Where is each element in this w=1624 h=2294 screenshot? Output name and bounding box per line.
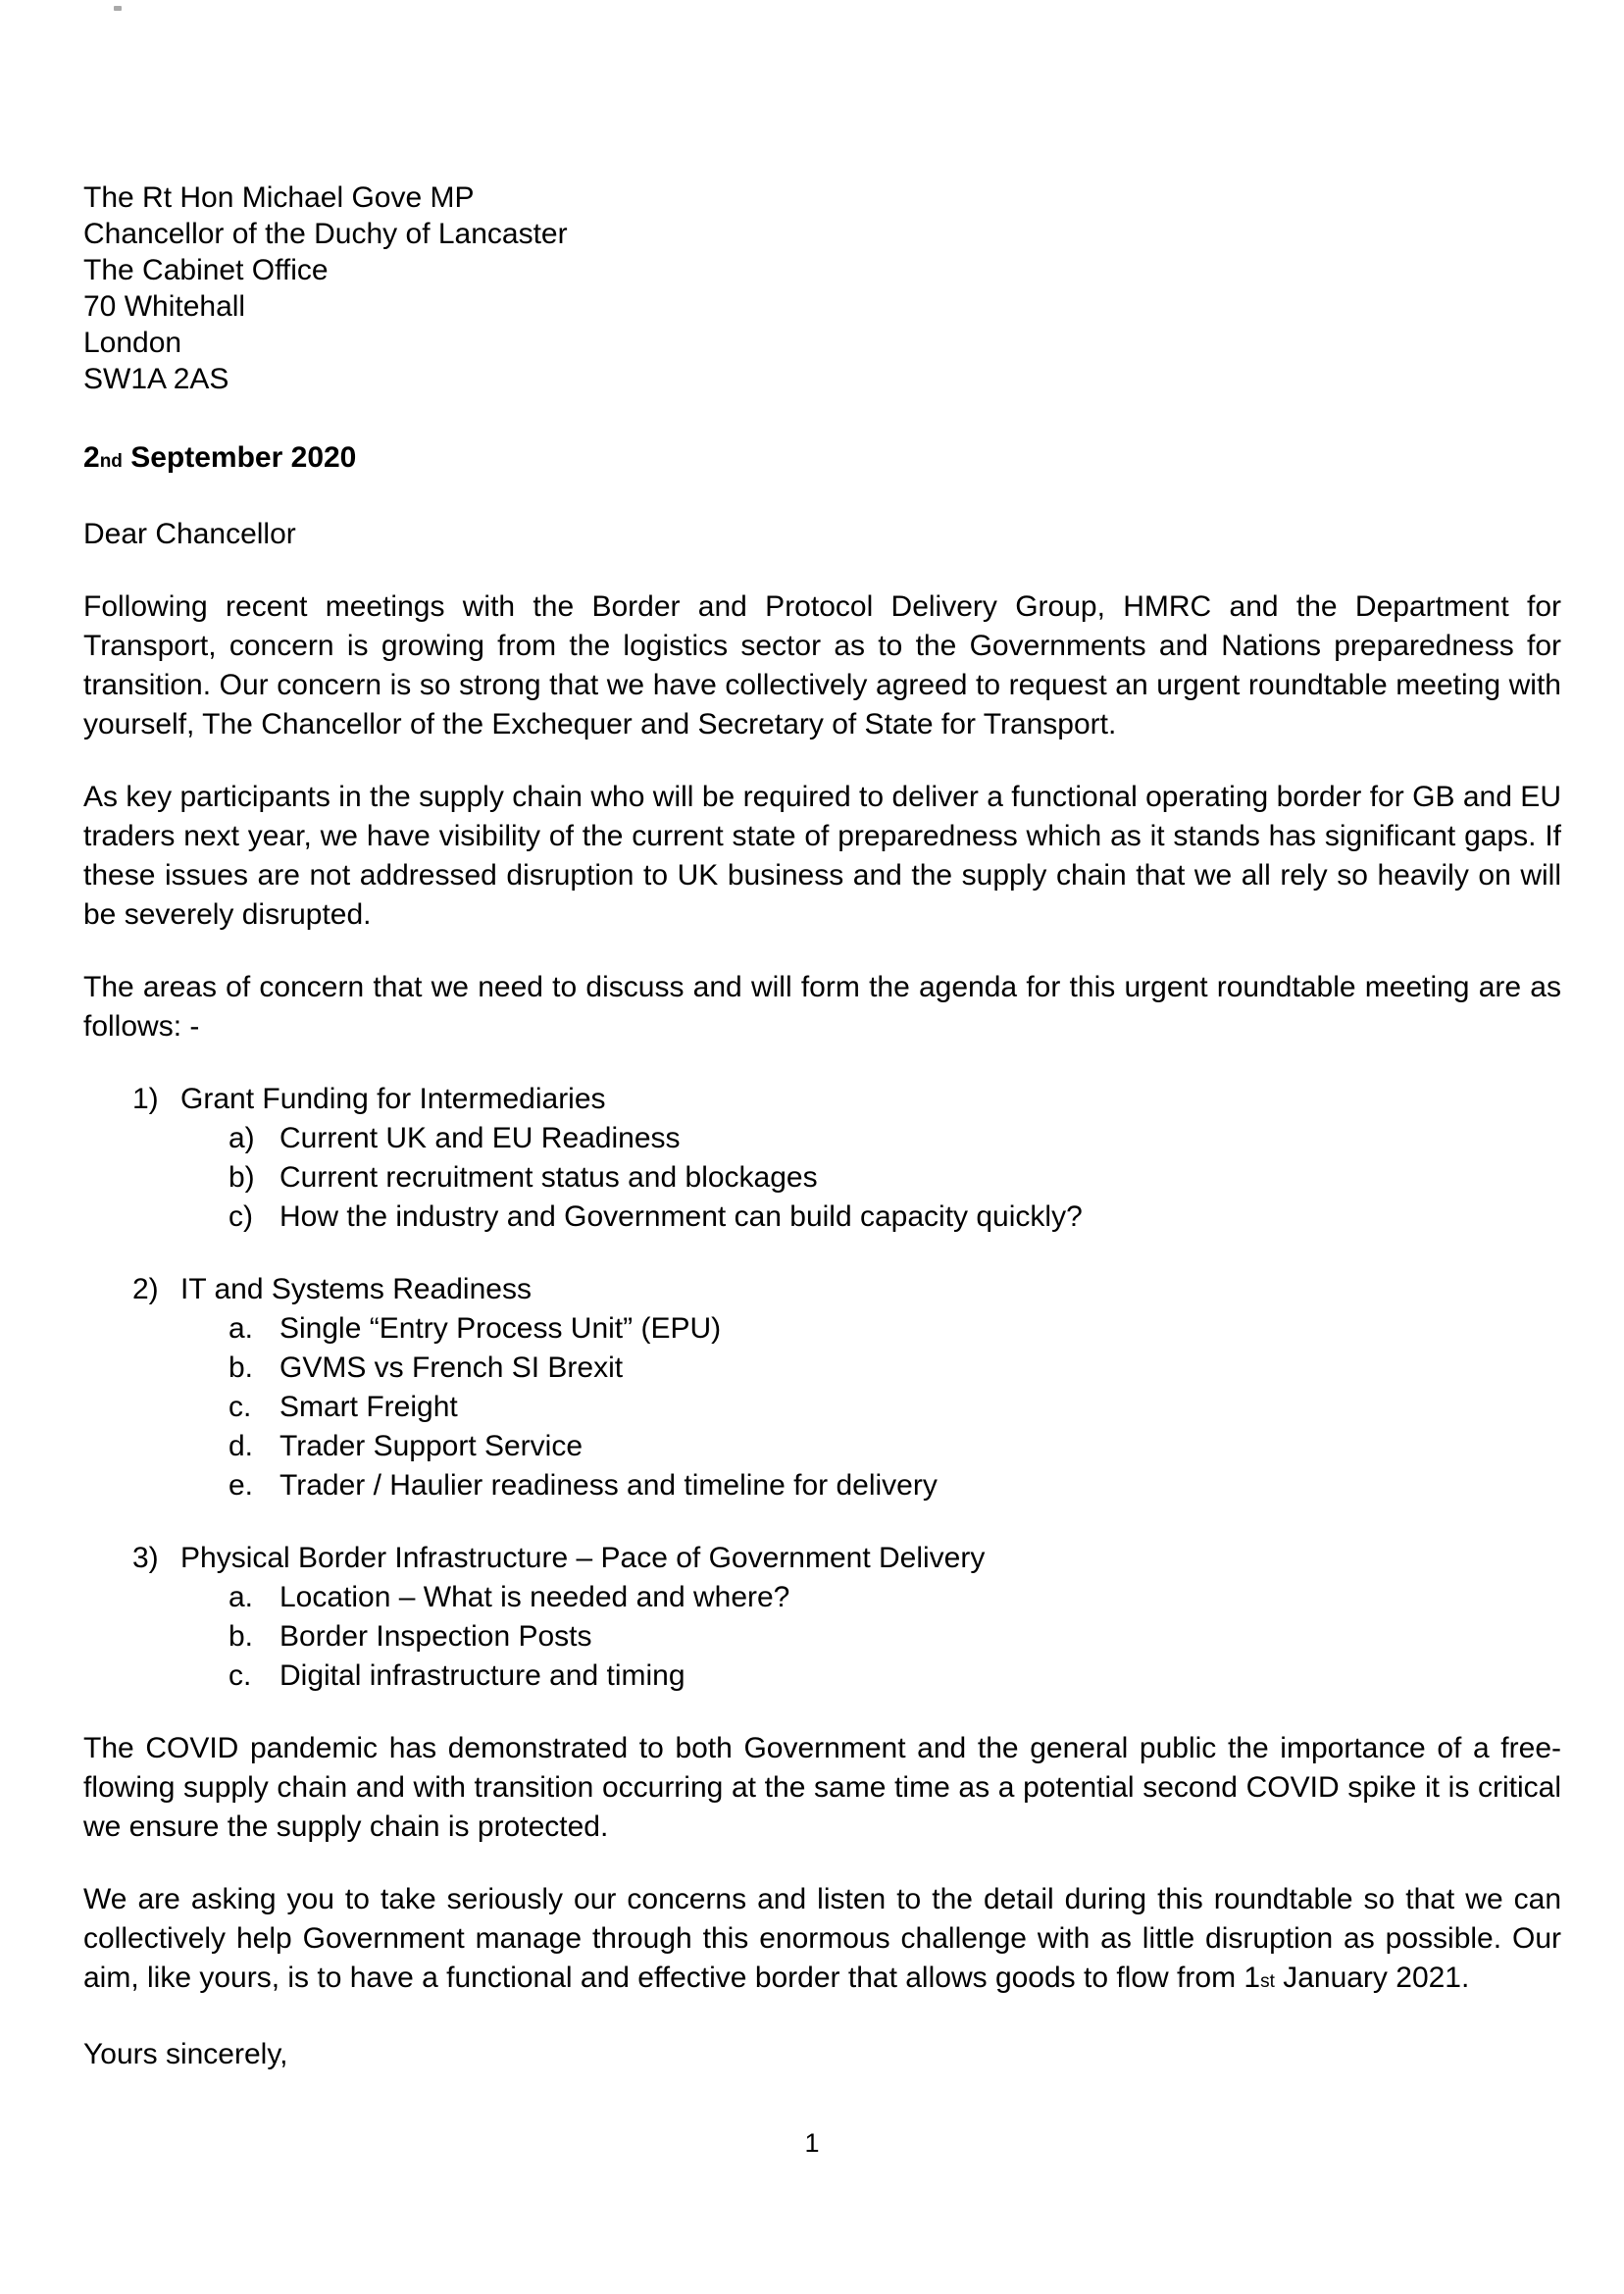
address-line: SW1A 2AS	[83, 363, 229, 395]
agenda-3-sub-b-marker: b.	[228, 1620, 254, 1653]
agenda-1-marker: 1)	[132, 1083, 159, 1115]
agenda-1-sub-a-marker: a)	[228, 1122, 255, 1154]
agenda-2-sub-e-marker: e.	[228, 1469, 254, 1502]
agenda-2-sub-d-marker: d.	[228, 1430, 254, 1462]
agenda-1-sub-a-text: Current UK and EU Readiness	[279, 1122, 681, 1154]
address-line: The Cabinet Office	[83, 254, 329, 286]
closing-paragraph-2	[83, 1880, 1561, 2002]
date-day: 2	[83, 441, 100, 474]
closing-2-text: We are asking you to take seriously our concerns and listen to the detail during this roundtable so that we can collectively help Government manage through this enormous challenge with as little disruption as possible. Our aim, like yours, is to have a functional and effective border that allows goods to flow from 1	[83, 1883, 1561, 1994]
signoff: Yours sincerely,	[83, 2038, 288, 2070]
agenda-3-sub-a	[83, 1578, 1561, 1617]
agenda-3-marker: 3)	[132, 1542, 159, 1574]
agenda-1-sub-c	[83, 1198, 1561, 1237]
letter-date	[83, 438, 1561, 482]
agenda-2-title: IT and Systems Readiness	[180, 1273, 532, 1305]
agenda-item-1	[83, 1080, 1561, 1237]
agenda-3-sub-c	[83, 1657, 1561, 1696]
agenda-2-sub-b-text: GVMS vs French SI Brexit	[279, 1351, 624, 1384]
recipient-address	[83, 179, 1561, 397]
agenda-2-sub-a	[83, 1309, 1561, 1349]
closing-2-ordinal: st	[1260, 1971, 1275, 1992]
agenda-2-sub-b	[83, 1349, 1561, 1388]
agenda-1-sub-a	[83, 1119, 1561, 1158]
agenda-3-sub-c-marker: c.	[228, 1659, 252, 1692]
date-month-year: September 2020	[122, 441, 357, 474]
agenda-2-sub-c	[83, 1388, 1561, 1427]
agenda-2-sub-e-text: Trader / Haulier readiness and timeline for delivery	[279, 1469, 938, 1502]
body-paragraph-3: The areas of concern that we need to discuss and will form the agenda for this urgent roundtable meeting are as follows: -	[83, 971, 1561, 1043]
closing-paragraph-1: The COVID pandemic has demonstrated to both Government and the general public the importance of a free-flowing supply chain and with transition occurring at the same time as a potential second COVID spike it is critical we ensure the supply chain is protected.	[83, 1732, 1561, 1843]
agenda-2-sub-c-marker: c.	[228, 1391, 252, 1423]
agenda-3-title: Physical Border Infrastructure – Pace of Government Delivery	[180, 1542, 986, 1574]
agenda-1-title: Grant Funding for Intermediaries	[180, 1083, 606, 1115]
body-paragraph-2: As key participants in the supply chain who will be required to deliver a functional operating border for GB and EU traders next year, we have visibility of the current state of preparedness which as it stands has significant gaps. If these issues are not addressed disruption to UK business and the supply chain that we all rely so heavily on will be severely disrupted.	[83, 781, 1561, 931]
agenda-3-sub-a-text: Location – What is needed and where?	[279, 1581, 790, 1613]
date-ordinal: nd	[99, 451, 123, 472]
address-line: London	[83, 327, 182, 359]
agenda-1-sub-b	[83, 1158, 1561, 1198]
page-number: 1	[804, 2128, 820, 2158]
agenda-item-3	[83, 1539, 1561, 1696]
agenda-2-sub-a-marker: a.	[228, 1312, 254, 1345]
agenda-2-sub-c-text: Smart Freight	[279, 1391, 458, 1423]
agenda-2-sub-e	[83, 1466, 1561, 1505]
salutation: Dear Chancellor	[83, 518, 296, 550]
body-paragraph-1: Following recent meetings with the Border and Protocol Delivery Group, HMRC and the Department for Transport, concern is growing from the logistics sector as to the Governments and Nations preparedness for transition. Our concern is so strong that we have collectively agreed to request an urgent roundtable meeting with yourself, The Chancellor of the Exchequer and Secretary of State for Transport.	[83, 590, 1561, 740]
address-line: 70 Whitehall	[83, 290, 246, 323]
agenda-3-title-row	[83, 1539, 1561, 1578]
agenda-3-sub-b	[83, 1617, 1561, 1657]
agenda-2-sub-d	[83, 1427, 1561, 1466]
agenda-2-marker: 2)	[132, 1273, 159, 1305]
agenda-1-title-row	[83, 1080, 1561, 1119]
agenda-item-2	[83, 1270, 1561, 1505]
agenda-3-sub-a-marker: a.	[228, 1581, 254, 1613]
address-line: The Rt Hon Michael Gove MP	[83, 181, 475, 214]
agenda-2-sub-a-text: Single “Entry Process Unit” (EPU)	[279, 1312, 722, 1345]
agenda-1-sub-c-text: How the industry and Government can build capacity quickly?	[279, 1200, 1083, 1233]
scan-artifact-dot	[114, 6, 122, 11]
agenda-2-sub-d-text: Trader Support Service	[279, 1430, 584, 1462]
agenda-1-sub-c-marker: c)	[228, 1200, 253, 1233]
agenda-2-title-row	[83, 1270, 1561, 1309]
agenda-1-sub-b-marker: b)	[228, 1161, 255, 1194]
agenda-3-sub-c-text: Digital infrastructure and timing	[279, 1659, 685, 1692]
address-line: Chancellor of the Duchy of Lancaster	[83, 218, 568, 250]
agenda-2-sub-b-marker: b.	[228, 1351, 254, 1384]
agenda-3-sub-b-text: Border Inspection Posts	[279, 1620, 592, 1653]
closing-2-tail: January 2021.	[1274, 1962, 1470, 1994]
agenda-1-sub-b-text: Current recruitment status and blockages	[279, 1161, 818, 1194]
